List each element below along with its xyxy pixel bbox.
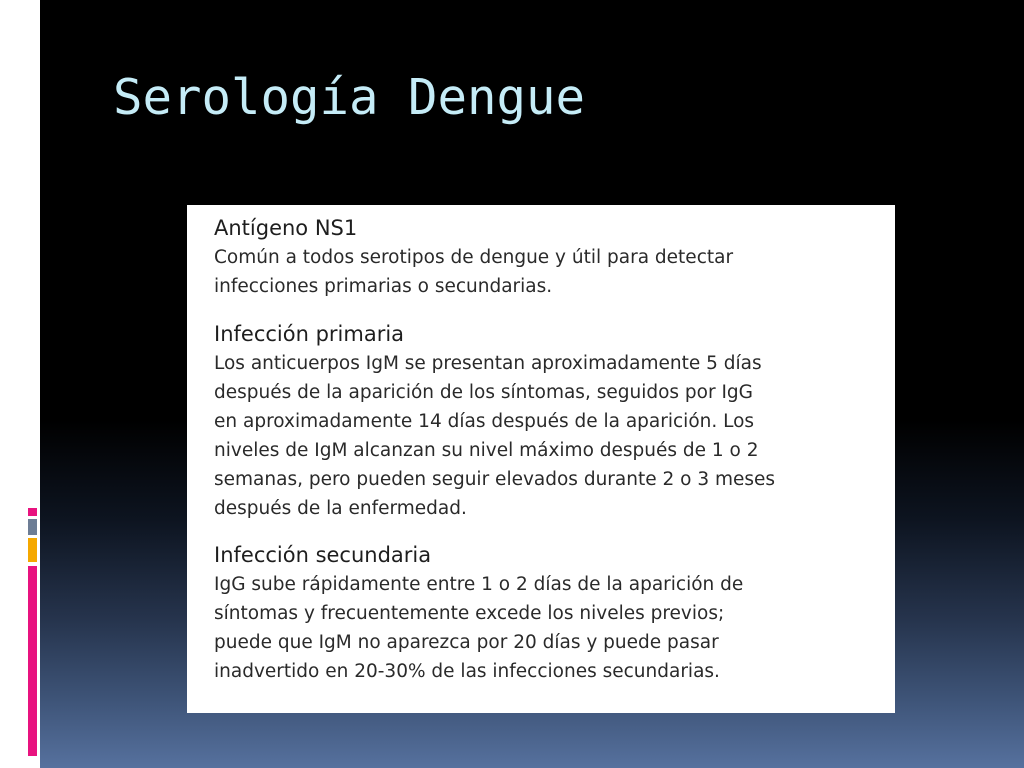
section-heading: Infección secundaria: [214, 543, 432, 567]
body-line: inadvertido en 20-30% de las infecciones secundarias.: [214, 661, 720, 682]
slide-title: Serología Dengue: [113, 69, 586, 126]
content-panel: [187, 205, 895, 713]
section-heading: Antígeno NS1: [214, 216, 358, 240]
body-line: infecciones primarias o secundarias.: [214, 276, 553, 297]
body-line: puede que IgM no aparezca por 20 días y puede pasar: [214, 632, 719, 653]
body-line: después de la enfermedad.: [214, 498, 467, 519]
body-line: Común a todos serotipos de dengue y útil para detectar: [214, 247, 734, 268]
body-line: síntomas y frecuentemente excede los niveles previos;: [214, 603, 725, 624]
section-heading: Infección primaria: [214, 322, 405, 346]
accent-bar-yellow: [28, 538, 37, 562]
section-infeccion-primaria: [214, 319, 895, 523]
accent-bar-gray: [28, 519, 37, 535]
body-line: Los anticuerpos IgM se presentan aproximadamente 5 días: [214, 353, 762, 374]
left-decorative-strip: [0, 0, 40, 768]
body-line: después de la aparición de los síntomas, seguidos por IgG: [214, 382, 754, 403]
body-line: en aproximadamente 14 días después de la aparición. Los: [214, 411, 755, 432]
section-body: [214, 570, 895, 686]
body-line: IgG sube rápidamente entre 1 o 2 días de la aparición de: [214, 574, 744, 595]
accent-bar-magenta-bottom: [28, 566, 37, 756]
section-antigeno-ns1: [214, 213, 895, 301]
accent-bar-magenta-top: [28, 508, 37, 516]
body-line: semanas, pero pueden seguir elevados durante 2 o 3 meses: [214, 469, 776, 490]
section-infeccion-secundaria: [214, 540, 895, 686]
section-body: [214, 243, 895, 301]
body-line: niveles de IgM alcanzan su nivel máximo después de 1 o 2: [214, 440, 759, 461]
section-body: [214, 349, 895, 523]
